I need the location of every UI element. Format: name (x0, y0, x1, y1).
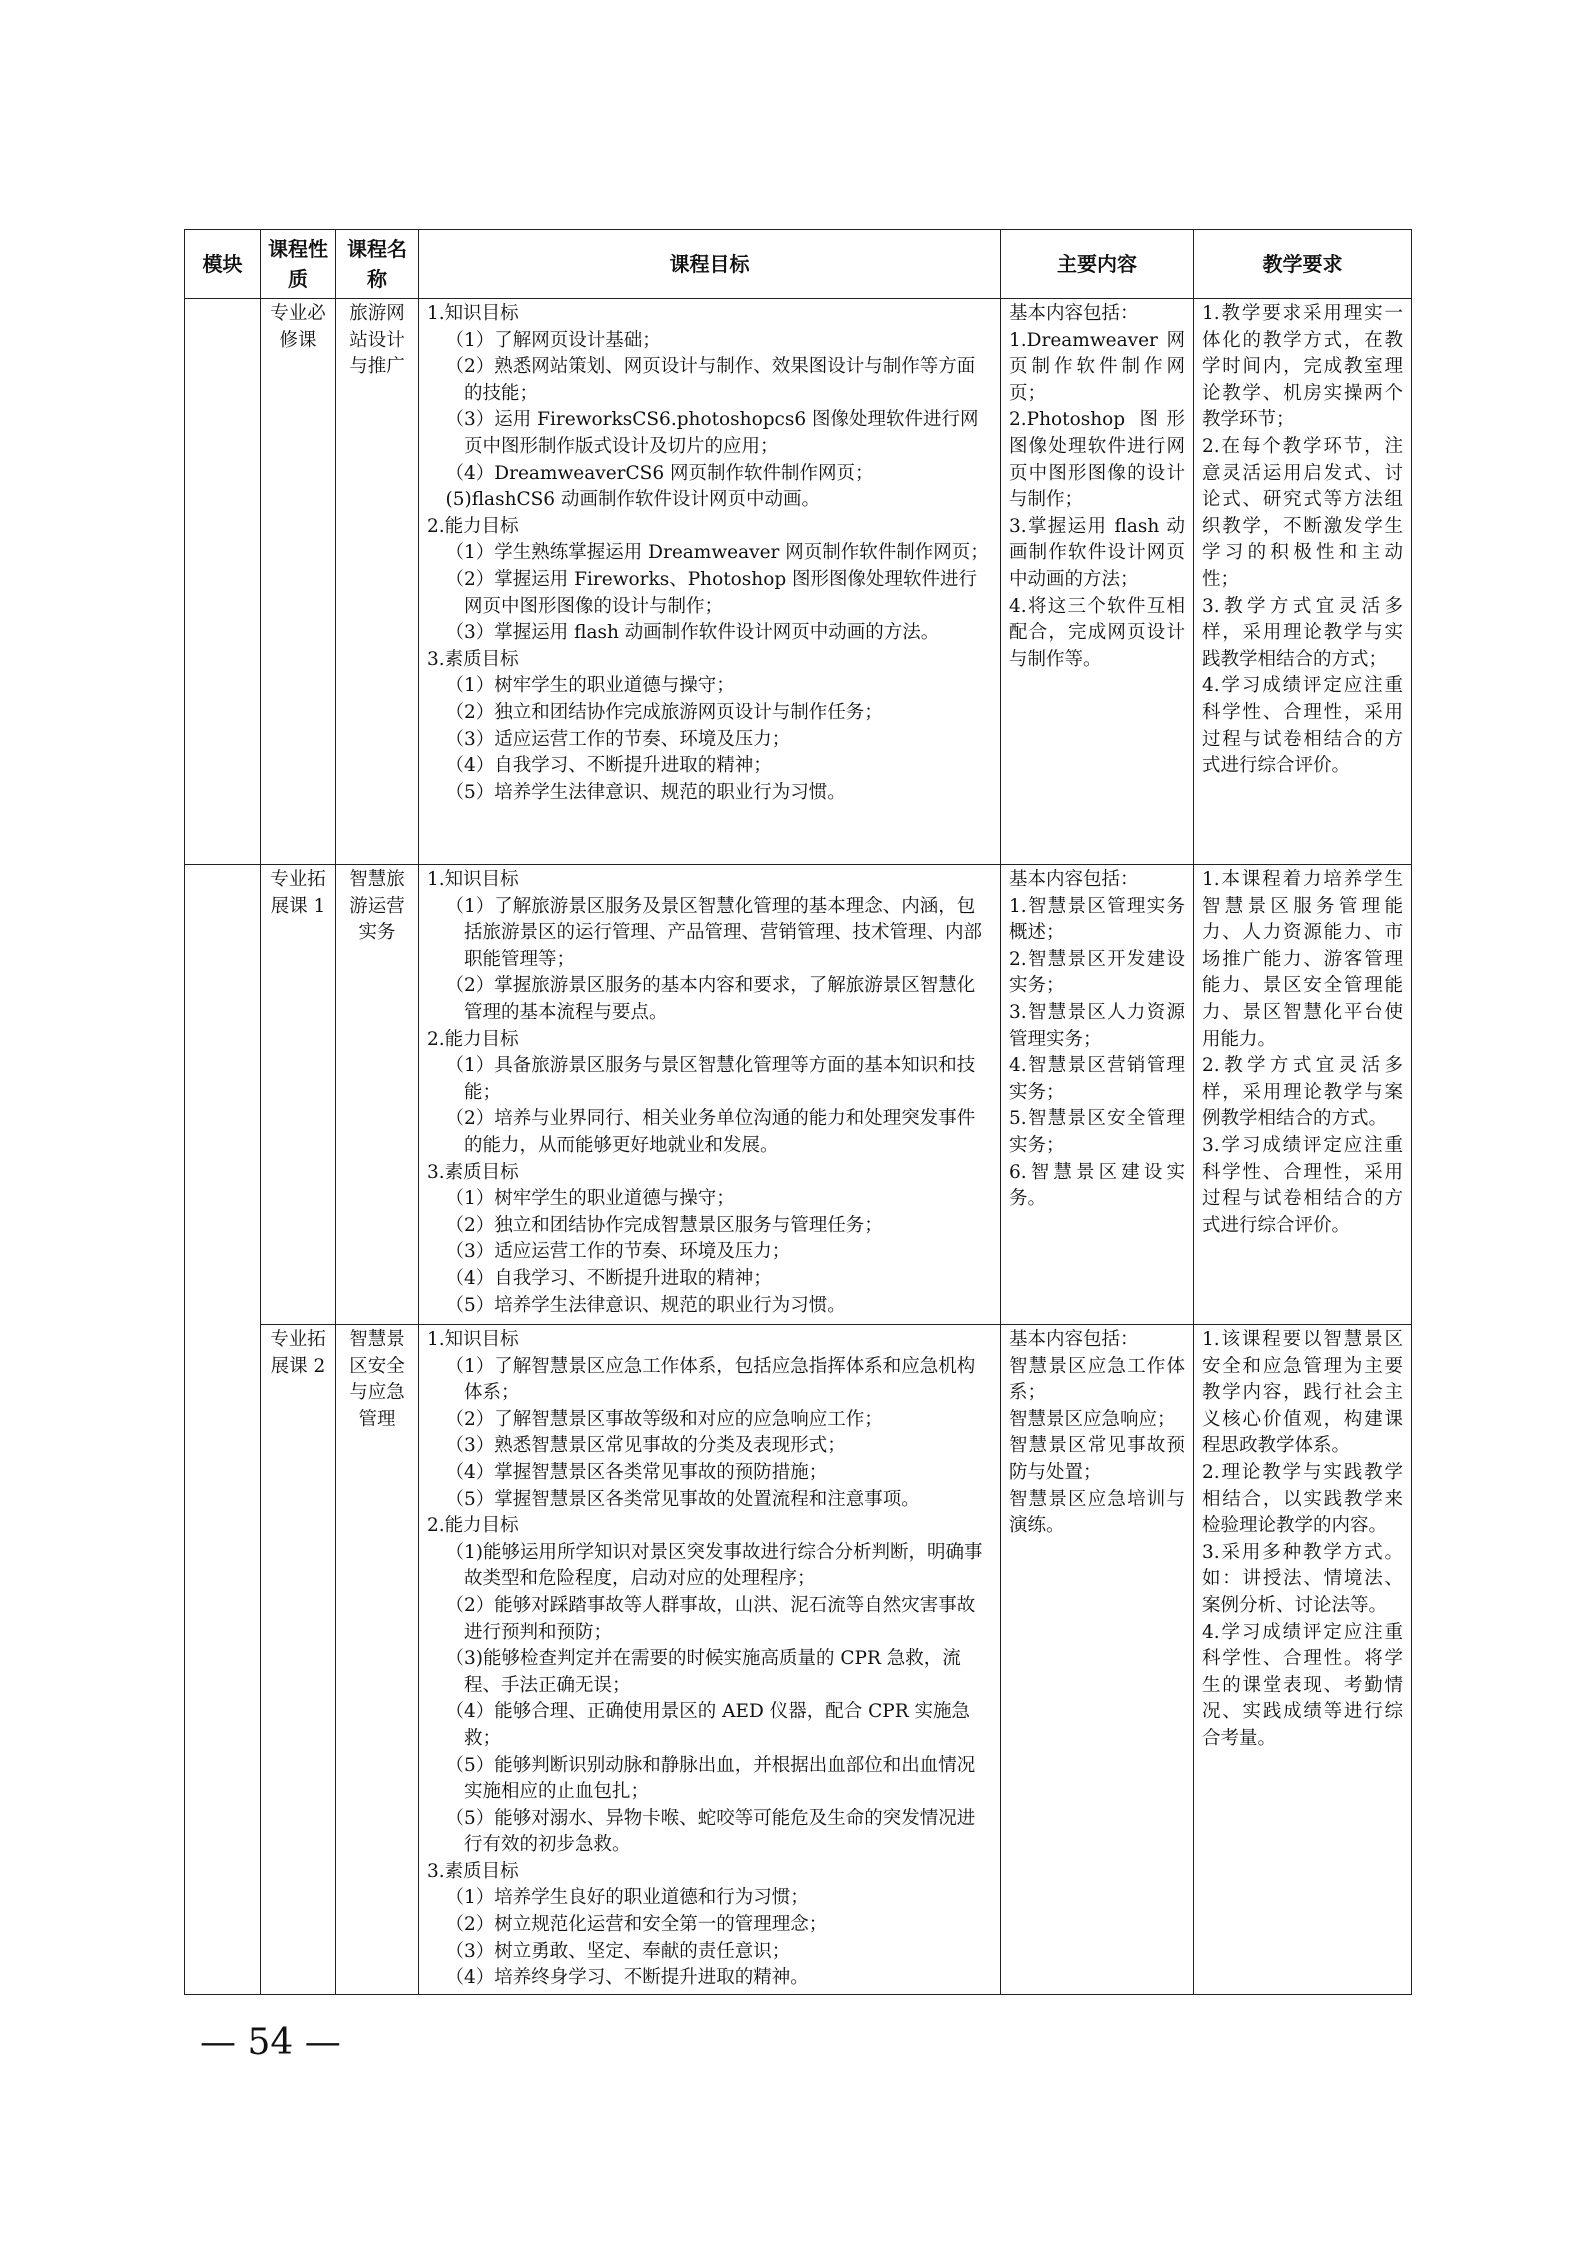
goal-line: （1）了解旅游景区服务及景区智慧化管理的基本理念、内涵，包括旅游景区的运行管理、产品管理、营销管理、技术管理、内部职能管理等； (445, 895, 983, 970)
goal-line: 3.素质目标 (427, 1860, 519, 1882)
goal-line: （4）DreamweaverCS6 网页制作软件制作网页； (445, 462, 874, 484)
requirement-line: 2.教学方式宜灵活多样，采用理论教学与案例教学相结合的方式。 (1202, 1055, 1403, 1130)
content-line: 智慧景区应急培训与演练。 (1009, 1488, 1185, 1537)
goal-line: （2）熟悉网站策划、网页设计与制作、效果图设计与制作等方面的技能； (445, 356, 976, 404)
requirement-line: 3.教学方式宜灵活多样，采用理论教学与实践教学相结合的方式； (1202, 595, 1403, 670)
goal-line: （2）独立和团结协作完成智慧景区服务与管理任务； (445, 1214, 883, 1236)
course-nature-cell: 专业拓展课 2 (261, 1325, 336, 1995)
goal-line: （1）培养学生良好的职业道德和行为习惯； (445, 1887, 809, 1909)
main-content-cell (1001, 865, 1194, 1325)
content-line: 2.Photoshop 图形图像处理软件进行网页中图形图像的设计与制作； (1009, 409, 1185, 511)
goal-line: （5）掌握智慧景区各类常见事故的处置流程和注意事项。 (445, 1488, 920, 1510)
requirement-line: 2.在每个教学环节，注意灵活运用启发式、讨论式、研究式等方法组织教学，不断激发学生学习的积极性和主动性； (1202, 435, 1403, 590)
requirement-line: 1.该课程要以智慧景区安全和应急管理为主要教学内容，践行社会主义核心价值观，构建课程思政教学体系。 (1202, 1329, 1403, 1457)
goal-line: （3）掌握运用 flash 动画制作软件设计网页中动画的方法。 (445, 622, 940, 644)
goal-line: 1.知识目标 (427, 869, 519, 890)
table-row (185, 299, 1412, 865)
goal-line: 1.知识目标 (427, 303, 519, 324)
course-nature-cell: 专业必修课 (261, 299, 336, 865)
goal-line: 2.能力目标 (427, 1028, 519, 1050)
goal-line: （1）了解智慧景区应急工作体系，包括应急指挥体系和应急机构体系； (445, 1355, 976, 1404)
main-content-cell (1001, 1325, 1194, 1995)
requirement-line: 1.教学要求采用理实一体化的教学方式，在教学时间内，完成教室理论教学、机房实操两个教学环节； (1202, 303, 1403, 431)
content-line: 基本内容包括： (1009, 869, 1139, 890)
teaching-requirement-cell (1194, 865, 1412, 1325)
goal-line: （4）自我学习、不断提升进取的精神； (445, 1267, 772, 1289)
content-line: 1.Dreamweaver 网页制作软件制作网页； (1009, 329, 1185, 404)
content-line: 智慧景区应急响应； (1009, 1408, 1176, 1430)
goal-line: （4）能够合理、正确使用景区的 AED 仪器，配合 CPR 实施急救； (445, 1701, 971, 1749)
page-number: — 54 — (200, 2022, 341, 2063)
course-name-cell: 智慧旅游运营实务 (336, 865, 419, 1325)
module-cell (185, 299, 261, 865)
goal-line: （1）具备旅游景区服务与景区智慧化管理等方面的基本知识和技能； (445, 1055, 976, 1103)
table-row (185, 865, 1412, 1325)
course-nature-cell: 专业拓展课 1 (261, 865, 336, 1325)
goal-line: （5）能够判断识别动脉和静脉出血，并根据出血部位和出血情况实施相应的止血包扎； (445, 1754, 976, 1803)
goal-line: （2）树立规范化运营和安全第一的管理理念； (445, 1914, 828, 1936)
content-line: 3.智慧景区人力资源管理实务； (1009, 1001, 1185, 1050)
goal-line: （2）培养与业界同行、相关业务单位沟通的能力和处理突发事件的能力，从而能够更好地就业和发展。 (445, 1108, 976, 1156)
goal-line: （3)能够检查判定并在需要的时候实施高质量的 CPR 急救，流程、手法正确无误； (445, 1648, 961, 1696)
course-table (184, 229, 1412, 1995)
content-line: 智慧景区应急工作体系； (1009, 1355, 1185, 1404)
goal-line: （3）树立勇敢、坚定、奉献的责任意识； (445, 1940, 791, 1962)
content-line: 基本内容包括： (1009, 303, 1139, 324)
content-line: 4.智慧景区营销管理实务； (1009, 1055, 1185, 1103)
goal-line: （1）学生熟练掌握运用 Dreamweaver 网页制作软件制作网页； (445, 542, 989, 564)
course-goal-cell (419, 865, 1001, 1325)
header-row (185, 230, 1412, 299)
requirement-line: 4.学习成绩评定应注重科学性、合理性，采用过程与试卷相结合的方式进行综合评价。 (1202, 675, 1403, 777)
content-line: 6.智慧景区建设实务。 (1009, 1161, 1185, 1210)
content-line: 基本内容包括： (1009, 1329, 1139, 1350)
module-cell (185, 865, 261, 1995)
goal-line: （3）适应运营工作的节奏、环境及压力； (445, 1241, 791, 1263)
goal-line: (5)flashCS6 动画制作软件设计网页中动画。 (445, 489, 820, 511)
requirement-line: 1.本课程着力培养学生智慧景区服务管理能力、人力资源能力、市场推广能力、游客管理能力、景区安全管理能力、景区智慧化平台使用能力。 (1202, 869, 1403, 1050)
content-line: 智慧景区常见事故预防与处置； (1009, 1435, 1185, 1483)
goal-line: （4）自我学习、不断提升进取的精神； (445, 755, 772, 777)
goal-line: （3）运用 FireworksCS6.photoshopcs6 图像处理软件进行网页中图形制作版式设计及切片的应用； (445, 409, 979, 457)
goal-line: （3）适应运营工作的节奏、环境及压力； (445, 728, 791, 750)
header-module: 模块 (185, 230, 261, 299)
goal-line: （2）掌握运用 Fireworks、Photoshop 图形图像处理软件进行网页中图形图像的设计与制作； (445, 568, 978, 617)
goal-line: （3）熟悉智慧景区常见事故的分类及表现形式； (445, 1435, 846, 1457)
requirement-line: 2.理论教学与实践教学相结合，以实践教学来检验理论教学的内容。 (1202, 1461, 1403, 1537)
content-line: 3.掌握运用 flash 动画制作软件设计网页中动画的方法； (1009, 515, 1185, 590)
goal-line: 1.知识目标 (427, 1329, 519, 1350)
goal-line: 2.能力目标 (427, 515, 519, 537)
content-line: 5.智慧景区安全管理实务； (1009, 1108, 1185, 1156)
content-line: 1.智慧景区管理实务概述； (1009, 895, 1185, 944)
goal-line: （2）了解智慧景区事故等级和对应的应急响应工作； (445, 1408, 883, 1430)
goal-line: （4）培养终身学习、不断提升进取的精神。 (445, 1967, 809, 1989)
header-content: 主要内容 (1001, 230, 1194, 299)
content-line: 2.智慧景区开发建设实务； (1009, 948, 1185, 997)
goal-line: （2）掌握旅游景区服务的基本内容和要求，了解旅游景区智慧化管理的基本流程与要点。 (445, 975, 976, 1023)
goal-line: （1）树牢学生的职业道德与操守； (445, 1188, 735, 1210)
goal-line: （5）能够对溺水、异物卡喉、蛇咬等可能危及生命的突发情况进行有效的初步急救。 (445, 1807, 976, 1856)
goal-line: 3.素质目标 (427, 648, 519, 670)
table-row (185, 1325, 1412, 1995)
header-nature: 课程性质 (261, 230, 336, 299)
course-name-cell: 旅游网站设计与推广 (336, 299, 419, 865)
goal-line: 3.素质目标 (427, 1161, 519, 1183)
goal-line: （5）培养学生法律意识、规范的职业行为习惯。 (445, 1294, 846, 1316)
requirement-line: 3.采用多种教学方式。如：讲授法、情境法、案例分析、讨论法等。 (1202, 1541, 1403, 1616)
goal-line: （2）独立和团结协作完成旅游网页设计与制作任务； (445, 701, 883, 723)
goal-line: （4）掌握智慧景区各类常见事故的预防措施； (445, 1461, 828, 1483)
goal-line: （1)能够运用所学知识对景区突发事故进行综合分析判断，明确事故类型和危险程度，启动对应的处理程序； (445, 1541, 983, 1590)
course-goal-cell (419, 1325, 1001, 1995)
header-requirement: 教学要求 (1194, 230, 1412, 299)
goal-line: 2.能力目标 (427, 1515, 519, 1537)
requirement-line: 4.学习成绩评定应注重科学性、合理性。将学生的课堂表现、考勤情况、实践成绩等进行综合考量。 (1202, 1621, 1403, 1749)
main-content-cell (1001, 299, 1194, 865)
teaching-requirement-cell (1194, 1325, 1412, 1995)
requirement-line: 3.学习成绩评定应注重科学性、合理性，采用过程与试卷相结合的方式进行综合评价。 (1202, 1134, 1403, 1236)
goal-line: （5）培养学生法律意识、规范的职业行为习惯。 (445, 781, 846, 803)
course-goal-cell (419, 299, 1001, 865)
header-goal: 课程目标 (419, 230, 1001, 299)
course-name-cell: 智慧景区安全与应急管理 (336, 1325, 419, 1995)
content-line: 4.将这三个软件互相配合，完成网页设计与制作等。 (1009, 595, 1185, 670)
header-name: 课程名称 (336, 230, 419, 299)
goal-line: （2）能够对踩踏事故等人群事故，山洪、泥石流等自然灾害事故进行预判和预防； (445, 1594, 976, 1643)
teaching-requirement-cell (1194, 299, 1412, 865)
goal-line: （1）了解网页设计基础； (445, 329, 661, 351)
goal-line: （1）树牢学生的职业道德与操守； (445, 675, 735, 697)
